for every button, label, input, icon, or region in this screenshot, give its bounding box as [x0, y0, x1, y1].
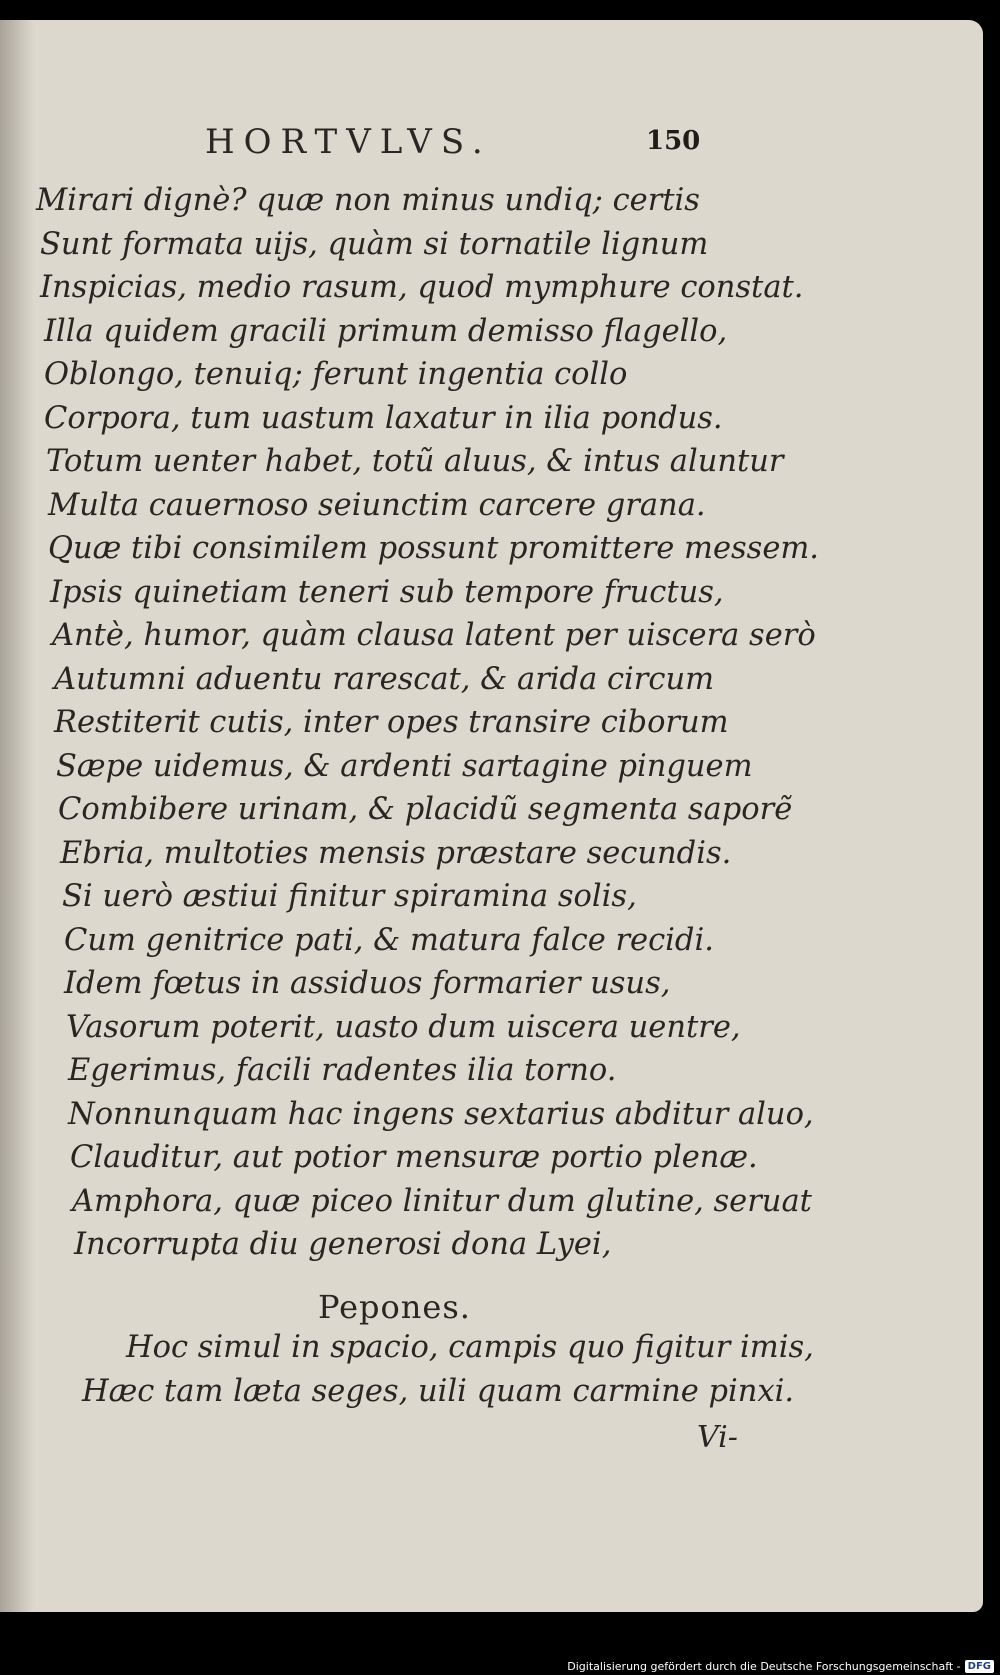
- running-head: HORTVLVS.: [205, 122, 492, 162]
- verse-line: Amphora, quæ piceo linitur dum glutine, seruat: [72, 1184, 812, 1219]
- verse-line: Egerimus, facili radentes ilia torno.: [68, 1053, 617, 1088]
- verse-line: Nonnunquam hac ingens sextarius abditur aluo,: [68, 1097, 814, 1132]
- verse-line: Restiterit cutis, inter opes transire ciborum: [54, 705, 729, 740]
- digitization-credit: [567, 1660, 994, 1673]
- verse-line: Incorrupta diu generosi dona Lyei,: [74, 1227, 612, 1262]
- verse-line: Mirari dignè? quæ non minus undiq; certis: [36, 183, 700, 218]
- section-line: Hæc tam læta seges, uili quam carmine pinxi.: [82, 1374, 795, 1409]
- verse-line: Totum uenter habet, totũ aluus, & intus aluntur: [46, 444, 784, 479]
- verse-line: Vasorum poterit, uasto dum uiscera uentre,: [66, 1010, 741, 1045]
- verse-line: Corpora, tum uastum laxatur in ilia pondus.: [44, 401, 723, 436]
- verse-line: Quæ tibi consimilem possunt promittere messem.: [48, 531, 819, 566]
- section-heading: Pepones.: [318, 1288, 471, 1326]
- verse-line: Autumni aduentu rarescat, & arida circum: [54, 662, 715, 697]
- verse-line: Clauditur, aut potior mensuræ portio plenæ.: [70, 1140, 758, 1175]
- verse-line: Multa cauernoso seiunctim carcere grana.: [48, 488, 706, 523]
- verse-line: Sæpe uidemus, & ardenti sartagine pinguem: [56, 749, 753, 784]
- verse-line: Ipsis quinetiam teneri sub tempore fructus,: [50, 575, 724, 610]
- verse-line: Si uerò æstiui finitur spiramina solis,: [62, 879, 637, 914]
- folio-number: 150: [646, 126, 701, 156]
- dfg-logo: DFG: [965, 1660, 994, 1673]
- section-line: Hoc simul in spacio, campis quo figitur imis,: [126, 1330, 814, 1365]
- catchword: Vi-: [697, 1420, 738, 1455]
- verse-line: Ebria, multoties mensis præstare secundis.: [60, 836, 732, 871]
- verse-line: Combibere urinam, & placidũ segmenta saporẽ: [58, 792, 793, 827]
- credit-text: Digitalisierung gefördert durch die Deutsche Forschungsgemeinschaft -: [567, 1660, 961, 1673]
- verse-line: Inspicias, medio rasum, quod mymphure constat.: [40, 270, 804, 305]
- verse-line: Idem fœtus in assiduos formarier usus,: [64, 966, 671, 1001]
- verse-line: Sunt formata uijs, quàm si tornatile lignum: [40, 227, 709, 262]
- verse-line: Illa quidem gracili primum demisso flagello,: [44, 314, 728, 349]
- book-page: [0, 20, 983, 1612]
- verse-line: Oblongo, tenuiq; ferunt ingentia collo: [44, 357, 628, 392]
- verse-line: Antè, humor, quàm clausa latent per uiscera serò: [52, 618, 816, 653]
- verse-line: Cum genitrice pati, & matura falce recidi.: [64, 923, 714, 958]
